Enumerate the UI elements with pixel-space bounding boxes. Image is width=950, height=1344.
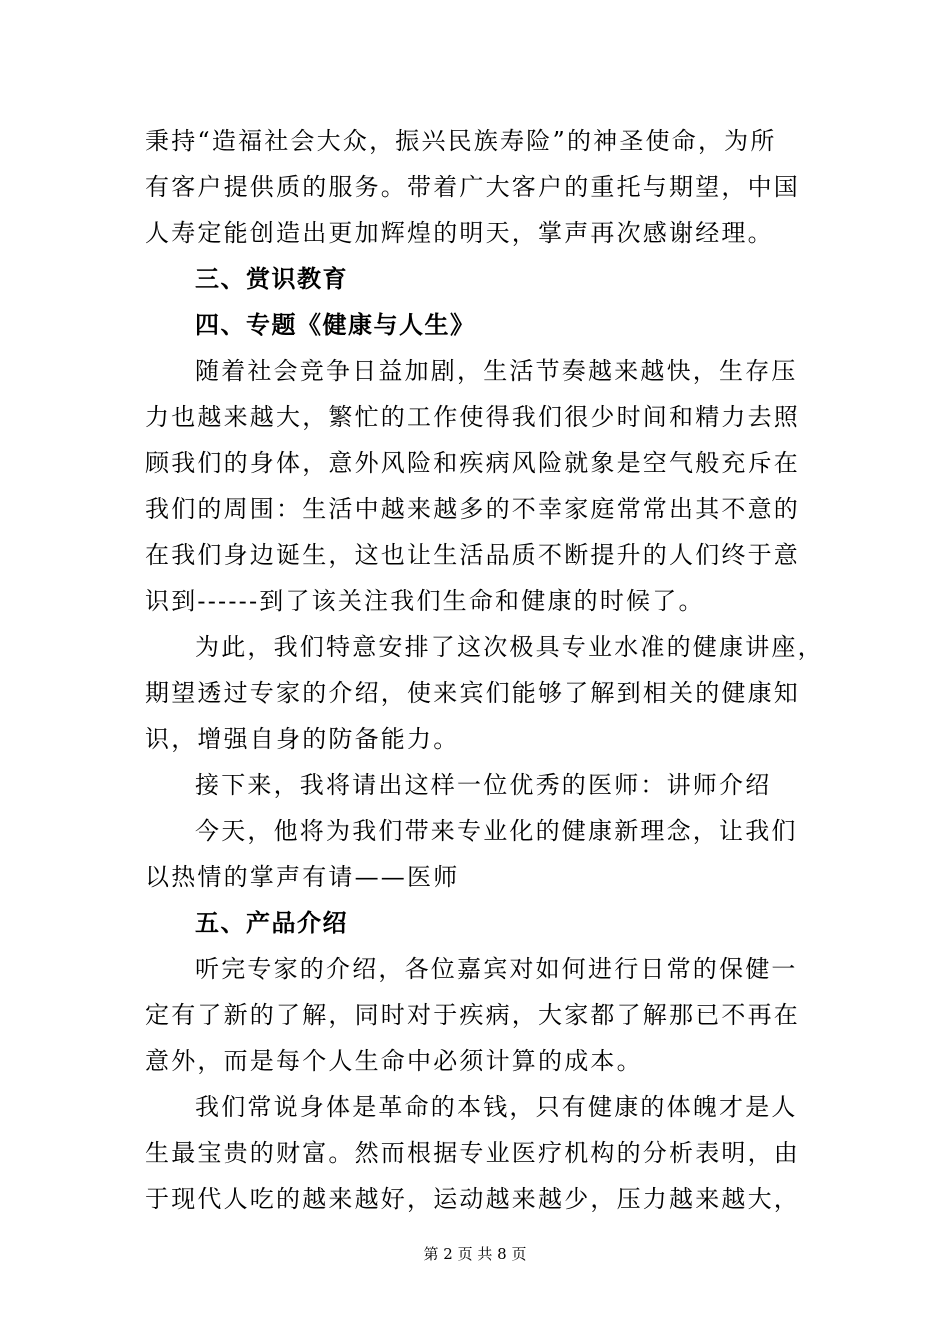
text-line: 秉持“造福社会大众，振兴民族寿险”的神圣使命，为所 <box>145 127 777 155</box>
text-line: 期望透过专家的介绍，使来宾们能够了解到相关的健康知 <box>145 679 800 707</box>
text-line: 生最宝贵的财富。然而根据专业医疗机构的分析表明，由 <box>145 1139 800 1167</box>
text-line: 顾我们的身体，意外风险和疾病风险就象是空气般充斥在 <box>145 449 800 477</box>
text-line: 听完专家的介绍，各位嘉宾对如何进行日常的保健一 <box>195 955 798 983</box>
text-line: 随着社会竞争日益加剧，生活节奏越来越快，生存压 <box>195 357 798 385</box>
text-line: 在我们身边诞生，这也让生活品质不断提升的人们终于意 <box>145 541 800 569</box>
text-line: 识，增强自身的防备能力。 <box>145 725 460 753</box>
section-heading: 四、专题《健康与人生》 <box>195 311 476 339</box>
text-line: 意外，而是每个人生命中必须计算的成本。 <box>145 1047 643 1075</box>
text-line: 我们常说身体是革命的本钱，只有健康的体魄才是人 <box>195 1093 798 1121</box>
text-line: 有客户提供质的服务。带着广大客户的重托与期望，中国 <box>145 173 800 201</box>
text-line: 为此，我们特意安排了这次极具专业水准的健康讲座， <box>195 633 824 661</box>
text-line: 定有了新的了解，同时对于疾病，大家都了解那已不再在 <box>145 1001 800 1029</box>
section-heading: 五、产品介绍 <box>195 909 348 937</box>
text-line: 今天，他将为我们带来专业化的健康新理念，让我们 <box>195 817 798 845</box>
text-line: 以热情的掌声有请——医师 <box>145 863 460 891</box>
text-line: 识到------到了该关注我们生命和健康的时候了。 <box>145 587 705 615</box>
text-line: 于现代人吃的越来越好，运动越来越少，压力越来越大， <box>145 1185 800 1213</box>
text-line: 人寿定能创造出更加辉煌的明天，掌声再次感谢经理。 <box>145 219 774 247</box>
text-line: 接下来，我将请出这样一位优秀的医师：讲师介绍 <box>195 771 772 799</box>
page-number-footer: 第 2 页 共 8 页 <box>423 1245 527 1263</box>
text-line: 我们的周围：生活中越来越多的不幸家庭常常出其不意的 <box>145 495 800 523</box>
section-heading: 三、赏识教育 <box>195 265 348 293</box>
document-page <box>145 118 824 1222</box>
text-line: 力也越来越大，繁忙的工作使得我们很少时间和精力去照 <box>145 403 800 431</box>
